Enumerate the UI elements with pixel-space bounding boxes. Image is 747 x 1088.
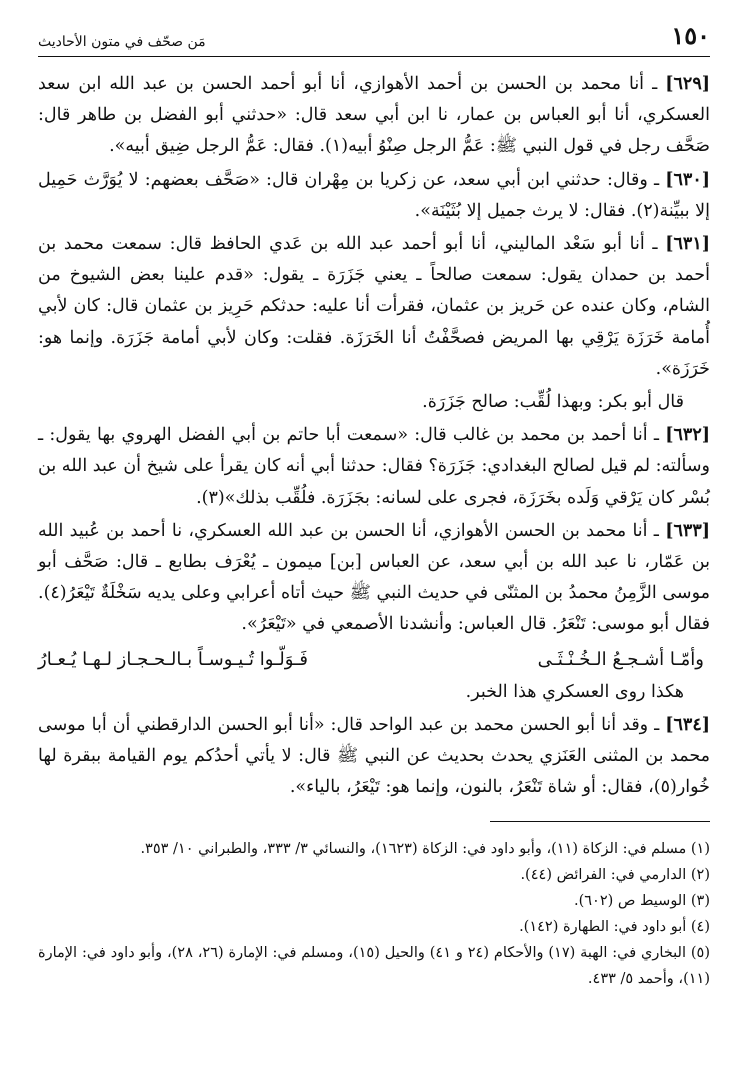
footnote-5: (٥) البخاري في: الهبة (١٧) والأحكام (٢٤ و ٤١) والحيل (١٥)، ومسلم في: الإمارة (٢٦، ٢٨)، وأبو داود في: الإمارة (١١)، وأحمد ٥/ ٤٣٣. (38, 945, 710, 988)
hadith-number: [٦٣٤] (665, 714, 710, 735)
paragraph-632 (38, 420, 710, 514)
footnote-2: (٢) الدارمي في: الفرائض (٤٤). (520, 867, 710, 884)
paragraph-note-abu-bakr (38, 387, 710, 418)
paragraph-630 (38, 165, 710, 227)
poem-hemistich-first: وأمّـا أشـجـعُ الـخُـنْـثَـى (537, 648, 704, 670)
footnotes (38, 836, 710, 992)
paragraph-after-poem (38, 677, 710, 708)
paragraph-text: ـ أنا محمد بن الحسن بن أحمد الأهوازي، أنا أبو أحمد الحسن بن عبد الله ابن سعد العسكري، أنا أبو العباس بن عمار، نا ابن أبي سعد قال: «حدثني أبو الفضل بن طاهر قال: صَحَّف رجل في قول النبي ﷺ: عَمُّ الرجل صِنْوُ أبيه(١). فقال: عَمُّ الرجل ضِيق أبيه». (38, 74, 710, 157)
paragraph-text: ـ أنا أبو سَعْد الماليني، أنا أبو أحمد عبد الله بن عَدي الحافظ قال: سمعت محمد بن أحمد بن حمدان يقول: سمعت صالحاً ـ يعني جَزَرَة ـ يقول: «قدم علينا بعض الشيوخ من الشام، وكان عنده عن حَريز بن عثمان، فقرأت أنا عليه: حدثكم حَرِيز بن عثمان قال: كان لأبي أُمامة خَرَزَة يَرْقِي بها المريض فصحَّفْتُ أنا الخَرَزَة. فقلت: وكان لأبي أمامة جَزَرَة. وإنما هو: خَرَزَة». (38, 234, 710, 379)
footnote-separator (490, 821, 710, 822)
paragraph-629 (38, 69, 710, 163)
hadith-number: [٦٢٩] (665, 74, 710, 94)
hadith-number: [٦٣٠] (665, 169, 710, 190)
footnote-1: (١) مسلم في: الزكاة (١١)، وأبو داود في: الزكاة (١٦٢٣)، والنسائي ٣/ ٣٣٣، والطبراني ١٠/ ٣٥٣. (140, 841, 710, 858)
paragraph-text: ـ أنا أحمد بن محمد بن غالب قال: «سمعت أبا حاتم بن أبي الفضل الهروي بها يقول: ـ وسألته: لم قيل لصالح البغدادي: جَزَرَة؟ فقال: حدثنا أبي أنه كان يقرأ على شيخ أن عبد الله بن بُسْر كان يَرْقي وَلَده بخَرَزَة، فجرى على لسانه: بجَزَرَة. فلُقِّب بذلك»(٣). (38, 425, 710, 508)
paragraph-text: ـ وقال: حدثني ابن أبي سعد، عن زكريا بن مِهْران قال: «صَحَّف بعضهم: لا يُوَرَّث حَمِيل إلا ببيِّنة(٢). فقال: لا يرث جميل إلا بُثَيْنَة». (38, 169, 710, 221)
paragraph-text: ـ أنا محمد بن الحسن الأهوازي، أنا الحسن بن عبد الله العسكري، نا أحمد بن عُبيد الله بن عَمّار، نا عبد الله بن أبي سعد، عن العباس [بن] ميمون ـ يُعْرَف بطابع ـ قال: صَحَّف أبو موسى الزَّمِنُ محمدُ بن المثنّى في حديث النبي ﷺ حيث أتاه أعرابي وعلى يديه سَخْلَةٌ تَيْعَرُ(٤). فقال أبو موسى: تَنْعَرُ. قال العباس: وأنشدنا الأصمعي في «تَيْعَرُ». (38, 520, 710, 635)
hadith-number: [٦٣٣] (665, 520, 710, 541)
paragraph-text: هكذا روى العسكري هذا الخبر. (465, 681, 684, 702)
paragraph-634 (38, 710, 710, 804)
poem-hemistich-second: فَـوَلّـوا تُـيـوسـاً بـالـحـجـاز لـهـا يُـعـارُ (38, 648, 308, 670)
hadith-number: [٦٣١] (665, 234, 710, 255)
main-text (38, 69, 710, 803)
running-title: مَن صحّف في متون الأحاديث (38, 34, 206, 50)
poem-verse (38, 643, 710, 677)
page (38, 22, 710, 992)
footnote-4: (٤) أبو داود في: الطهارة (١٤٢). (519, 919, 710, 936)
page-number: ١٥٠ (671, 21, 710, 50)
page-header (38, 22, 710, 57)
paragraph-text: ـ وقد أنا أبو الحسن محمد بن عبد الواحد قال: «أنا أبو الحسن الدارقطني أن أبا موسى محمد بن المثنى العَنَزي يحدث بحديث عن النبي ﷺ قال: لا يأتي أحدُكم يوم القيامة ببقرة لها خُوار(٥)، فقال: أو شاة تَنْعَرُ، بالنون، وإنما هو: تَيْعَرُ، بالياء». (38, 714, 710, 798)
footnote-3: (٣) الوسيط ص (٦٠٢). (573, 893, 710, 910)
hadith-number: [٦٣٢] (665, 425, 710, 446)
paragraph-633 (38, 516, 710, 641)
paragraph-631 (38, 229, 710, 385)
paragraph-text: قال أبو بكر: وبهذا لُقِّب: صالح جَزَرَة. (422, 392, 684, 413)
